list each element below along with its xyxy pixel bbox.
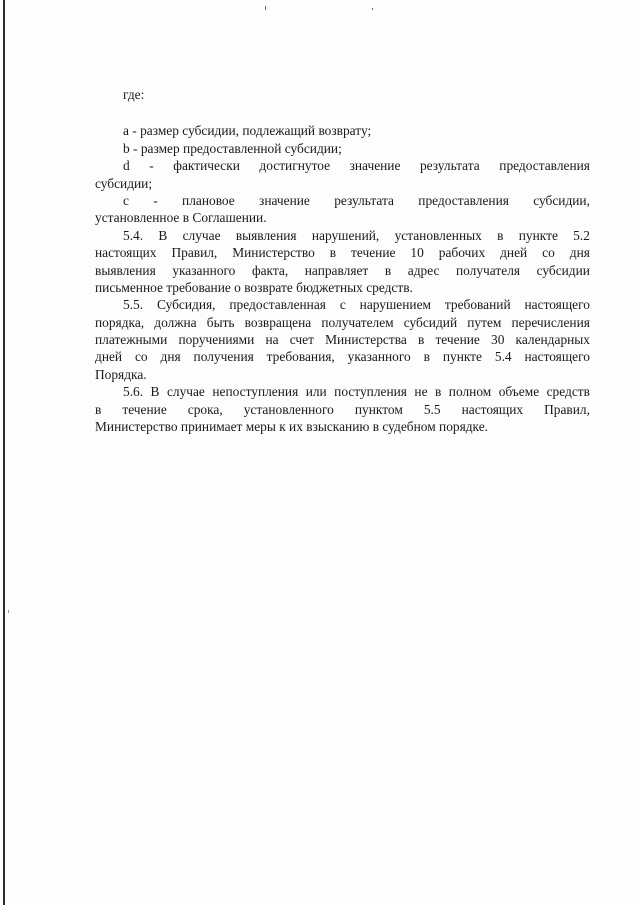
word: получателя [456, 262, 521, 278]
word: полном [448, 384, 492, 400]
word: настоящего [524, 349, 590, 365]
word: порядка, [95, 314, 145, 330]
word: 10 [410, 245, 424, 261]
word: нарушений, [311, 227, 380, 243]
word: на [265, 332, 279, 348]
word: средств [546, 384, 590, 400]
word: указанного [347, 349, 411, 365]
word: 5.4. [123, 227, 144, 243]
word: поступления [334, 384, 407, 400]
word: 5.4 [494, 349, 512, 365]
word: календарных [515, 332, 590, 348]
word: выявления [235, 227, 297, 243]
word: 30 [491, 332, 505, 348]
word: в [417, 332, 425, 348]
word: Министерства [325, 332, 407, 348]
word: результата [419, 158, 480, 174]
word: требования, [266, 349, 335, 365]
word: d [123, 158, 130, 174]
word: нарушением [359, 297, 431, 313]
word: должна [154, 314, 197, 330]
word: в [384, 262, 392, 278]
word: объеме [498, 384, 540, 400]
word: течение [122, 401, 167, 417]
word: со [542, 245, 555, 261]
word: течение [351, 245, 396, 261]
word: субсидии [536, 262, 590, 278]
word: достигнутое [259, 158, 331, 174]
word: В [150, 384, 160, 400]
word: предоставленная [229, 297, 326, 313]
definition-c-line1 [95, 192, 590, 209]
word: Субсидия, [156, 297, 216, 313]
intro-text: где: [123, 87, 145, 102]
scan-border [3, 0, 5, 905]
word: перечисления [511, 314, 590, 330]
word: предоставления [499, 158, 590, 174]
paragraph-5-5-line4 [95, 348, 590, 365]
word: в [329, 245, 337, 261]
word: получателем [321, 314, 394, 330]
word: требований [444, 297, 511, 313]
word: - [153, 192, 158, 208]
word: субсидий [403, 314, 458, 330]
definition-a: a - размер субсидии, подлежащий возврату; [123, 123, 372, 139]
word: поручениями [178, 332, 255, 348]
paragraph-5-5-line2 [95, 314, 590, 331]
word: случае [182, 227, 221, 243]
word: в [435, 384, 442, 400]
word: платежными [95, 332, 168, 348]
word: настоящих [95, 245, 157, 261]
word: фактически [173, 158, 240, 174]
word: - [149, 158, 154, 174]
word: непоступления [212, 384, 299, 400]
word: В [158, 227, 168, 243]
paragraph-5-4-line4: письменное требование о возврате бюджетных средств. [95, 279, 413, 295]
word: случае [166, 384, 205, 400]
word: дней [500, 245, 528, 261]
word: Министерство [232, 245, 315, 261]
definition-d-line2: субсидии; [95, 175, 153, 191]
word: пункте [442, 349, 482, 365]
word: настоящего [524, 297, 590, 313]
scan-speck [372, 8, 373, 10]
word: получения [193, 349, 254, 365]
word: значение [259, 192, 310, 208]
definition-b: b - размер предоставленной субсидии; [123, 140, 342, 156]
word: адрес [407, 262, 440, 278]
word: выявления [95, 262, 156, 278]
paragraph-5-4-line1 [95, 227, 590, 244]
paragraph-5-6-line3: Министерство принимает меры к их взысканию в судебном порядке. [95, 419, 489, 435]
paragraph-5-5-line1 [95, 296, 590, 313]
word: значение [349, 158, 401, 174]
paragraph-5-6-line2 [95, 401, 590, 418]
word: пунктом [354, 401, 403, 417]
word: быть [206, 314, 235, 330]
word: Правил, [544, 401, 590, 417]
document-body [95, 86, 590, 435]
word: не [414, 384, 428, 400]
word: в [95, 401, 102, 417]
scan-speck [8, 610, 9, 613]
word: субсидии, [533, 192, 590, 208]
word: дня [160, 349, 181, 365]
word: срока, [187, 401, 223, 417]
scan-speck [265, 6, 266, 10]
word: с [339, 297, 346, 313]
word: пункте [518, 227, 558, 243]
word: настоящих [461, 401, 524, 417]
paragraph-5-4-line3 [95, 262, 590, 279]
paragraph-5-4-line2 [95, 244, 590, 261]
word: 5.5. [123, 297, 144, 313]
word: возвращена [244, 314, 312, 330]
word: направляет [304, 262, 369, 278]
word: c [123, 192, 129, 208]
word: предоставления [418, 192, 509, 208]
paragraph-5-6-line1 [95, 383, 590, 400]
word: установленного [243, 401, 334, 417]
word: Правил, [171, 245, 218, 261]
paragraph-5-5-line3 [95, 331, 590, 348]
word: результата [334, 192, 394, 208]
word: 5.5 [423, 401, 441, 417]
word: счет [289, 332, 314, 348]
word: рабочих [438, 245, 486, 261]
word: в [423, 349, 430, 365]
word: факта, [251, 262, 289, 278]
word: в [497, 227, 504, 243]
word: со [134, 349, 148, 365]
word: путем [467, 314, 502, 330]
definition-d-line1 [95, 157, 590, 174]
word: 5.2 [573, 227, 590, 243]
word: указанного [172, 262, 236, 278]
word: 5.6. [123, 384, 144, 400]
word: дня [569, 245, 590, 261]
definition-c-line2: установленное в Соглашении. [95, 210, 267, 226]
paragraph-5-5-line5: Порядка. [95, 366, 147, 382]
word: течение [435, 332, 480, 348]
word: или [305, 384, 327, 400]
word: дней [95, 349, 123, 365]
word: установленных [394, 227, 482, 243]
word: плановое [182, 192, 235, 208]
